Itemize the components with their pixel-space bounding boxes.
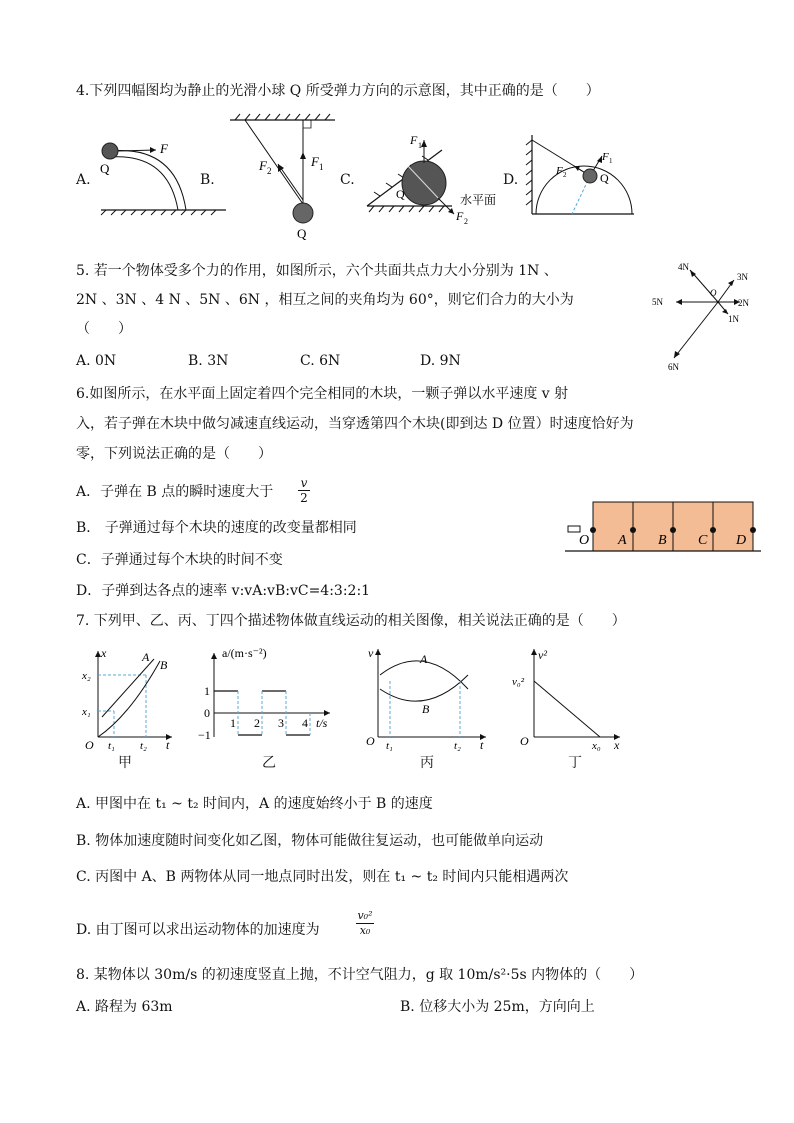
q5-f5-label: 5N [652, 297, 663, 307]
q7g4-v02: v₀² [512, 676, 525, 688]
q7g4-origin: O [520, 734, 529, 748]
q4-figure-b [225, 112, 345, 242]
q6-point-b: B [658, 533, 667, 548]
q5-line2: 2N 、3N 、4 N 、5N 、6N ，相互之间的夹角均为 60°，则它们合力的大小为 [76, 292, 574, 308]
q4c-q-label: Q [396, 187, 405, 201]
q5-option-d: D. 9N [420, 353, 461, 369]
q5-f3-label: 3N [737, 272, 748, 282]
q8-option-a: A. 路程为 63m [76, 999, 173, 1015]
q7g2-tick-3: 3 [278, 716, 284, 730]
q6-option-b: B． 子弹通过每个木块的速度的改变量都相同 [76, 520, 357, 536]
q7-fraction-denominator: x₀ [359, 924, 371, 937]
q4d-f1-sub: 1 [609, 157, 613, 165]
q4b-f1-sub: 1 [319, 162, 324, 172]
q7g1-t-axis: t [166, 738, 170, 752]
q7g2-tick-one: 1 [204, 684, 210, 698]
q7-graph-bing [364, 645, 494, 750]
q4b-f2-sub: 2 [267, 166, 272, 176]
q7g4-v2-axis: v² [538, 648, 547, 662]
q6-option-a-fraction [298, 476, 310, 505]
q7-option-d-fraction [356, 909, 374, 938]
q7-caption-jia: 甲 [118, 755, 132, 771]
q7g3-b-label: B [422, 702, 430, 716]
q7-option-d: D. 由丁图可以求出运动物体的加速度为 [76, 922, 320, 938]
q6-line3: 零，下列说法正确的是（ ） [76, 446, 272, 462]
q7-caption-ding: 丁 [568, 755, 582, 771]
q7-caption-bing: 丙 [420, 755, 434, 771]
q6-option-a: A．子弹在 B 点的瞬时速度大于 [76, 484, 274, 500]
q5-option-b: B. 3N [188, 353, 229, 369]
q4d-q-label: Q [600, 171, 609, 185]
q4c-horizontal-label: 水平面 [460, 193, 497, 207]
q4c-f2-sub: 2 [464, 217, 468, 226]
q5-f4-label: 4N [678, 262, 689, 272]
q5-f1-label: 1N [728, 314, 739, 324]
q5-f6-label: 6N [668, 362, 679, 372]
q7g2-tick-1: 1 [230, 716, 236, 730]
q6-point-d: D [736, 533, 747, 548]
q7-graph-jia [80, 645, 180, 750]
q4-option-b-label: B. [200, 172, 215, 188]
q7g3-origin: O [366, 734, 375, 748]
q7-option-c: C. 丙图中 A、B 两物体从同一地点同时出发，则在 t₁ ~ t₂ 时间内只能相遇两次 [76, 869, 569, 885]
q5-line3: （ ） [76, 321, 132, 337]
q8-stem: 8. 某物体以 30m/s 的初速度竖直上抛，不计空气阻力，g 取 10m/s²·5s 内物体的（ ） [76, 967, 644, 983]
q7g2-t-axis: t/s [316, 716, 328, 730]
q7g3-t1: t₁ [386, 740, 393, 752]
q6-line1: 6.如图所示，在水平面上固定着四个完全相同的木块，一颗子弹以水平速度 v 射 [76, 386, 569, 402]
q6-option-c: C．子弹通过每个木块的时间不变 [76, 552, 283, 568]
q5-f2-label: 2N [738, 298, 749, 308]
q6-line2: 入，若子弹在木块中做匀减速直线运动，当穿透第四个木块(即到达 D 位置）时速度恰好为 [76, 416, 634, 432]
q7-option-a: A. 甲图中在 t₁ ~ t₂ 时间内，A 的速度始终小于 B 的速度 [76, 796, 433, 812]
q5-option-c: C. 6N [300, 353, 341, 369]
q4c-f1-sub: 1 [418, 141, 422, 150]
q6-point-o: O [579, 533, 590, 548]
q4d-f1-label: F [602, 151, 609, 163]
q4b-f1-label: F [311, 154, 319, 169]
q4c-f1-label: F [410, 133, 418, 147]
q7g4-x-axis: x [614, 738, 620, 752]
q7g2-ylabel: a/(m·s⁻²) [222, 646, 267, 660]
q7g4-x0: x₀ [592, 740, 601, 752]
q6-wood-blocks-figure [565, 500, 765, 560]
q7g3-t2: t₂ [454, 740, 461, 752]
q7-option-b: B. 物体加速度随时间变化如乙图，物体可能做往复运动，也可能做单向运动 [76, 833, 544, 849]
q6-point-c: C [698, 533, 708, 548]
q4-option-d-label: D. [503, 172, 519, 188]
q5-line1: 5. 若一个物体受多个力的作用，如图所示，六个共面共点力大小分别为 1N 、 [76, 263, 558, 279]
q7g1-b-label: B [160, 658, 168, 672]
q4a-q-label: Q [100, 161, 110, 176]
q7g1-t1: t₁ [108, 740, 115, 752]
q7g3-a-label: A [420, 652, 428, 666]
q4b-q-label: Q [297, 226, 307, 241]
q7g3-t-axis: t [480, 738, 484, 752]
q7g1-origin: O [85, 738, 94, 752]
q7g1-x2: x₂ [82, 670, 91, 682]
q7-graph-ding [510, 645, 630, 750]
q5-force-diagram [648, 258, 758, 373]
q4c-f2-label: F [456, 209, 464, 223]
q7-fraction-numerator: v₀² [357, 909, 373, 922]
q6-option-d: D．子弹到达各点的速率 v:vA:vB:vC=4:3:2:1 [76, 583, 371, 599]
q4d-f2-label: F [556, 165, 563, 177]
q7g2-tick-4: 4 [302, 716, 308, 730]
q7g2-tick-zero: 0 [204, 706, 210, 720]
q4d-f2-sub: 2 [563, 171, 567, 179]
q7g1-x1: x₁ [82, 706, 91, 718]
q7g3-v-axis: v [368, 646, 374, 660]
q7g2-tick-2: 2 [254, 716, 260, 730]
q7g1-t2: t₂ [140, 740, 147, 752]
q7-graph-yi [200, 645, 340, 750]
q5-option-a: A. 0N [76, 353, 117, 369]
q7-caption-yi: 乙 [262, 755, 276, 771]
q6-fraction-numerator: v [298, 476, 310, 491]
q6-point-a: A [618, 533, 627, 548]
q7g1-x-axis: x [101, 646, 107, 660]
q4-figure-d [522, 130, 642, 220]
q4-figure-a [96, 135, 236, 215]
q7g2-tick-neg: −1 [198, 728, 211, 742]
q4-option-c-label: C. [340, 172, 355, 188]
q8-option-b: B. 位移大小为 25m，方向向上 [400, 999, 595, 1015]
q5-origin-label: O [710, 288, 717, 298]
q6-fraction-denominator: 2 [300, 491, 308, 505]
q4b-f2-label: F [259, 158, 267, 173]
q7g1-a-label: A [142, 650, 150, 664]
q4a-f-label: F [160, 141, 168, 156]
q4-figure-c [362, 128, 512, 228]
q4-stem: 4.下列四幅图均为静止的光滑小球 Q 所受弹力方向的示意图，其中正确的是（ ） [76, 83, 600, 99]
q7-stem: 7. 下列甲、乙、丙、丁四个描述物体做直线运动的相关图像，相关说法正确的是（ ） [76, 613, 626, 629]
q4-option-a-label: A. [76, 172, 91, 188]
